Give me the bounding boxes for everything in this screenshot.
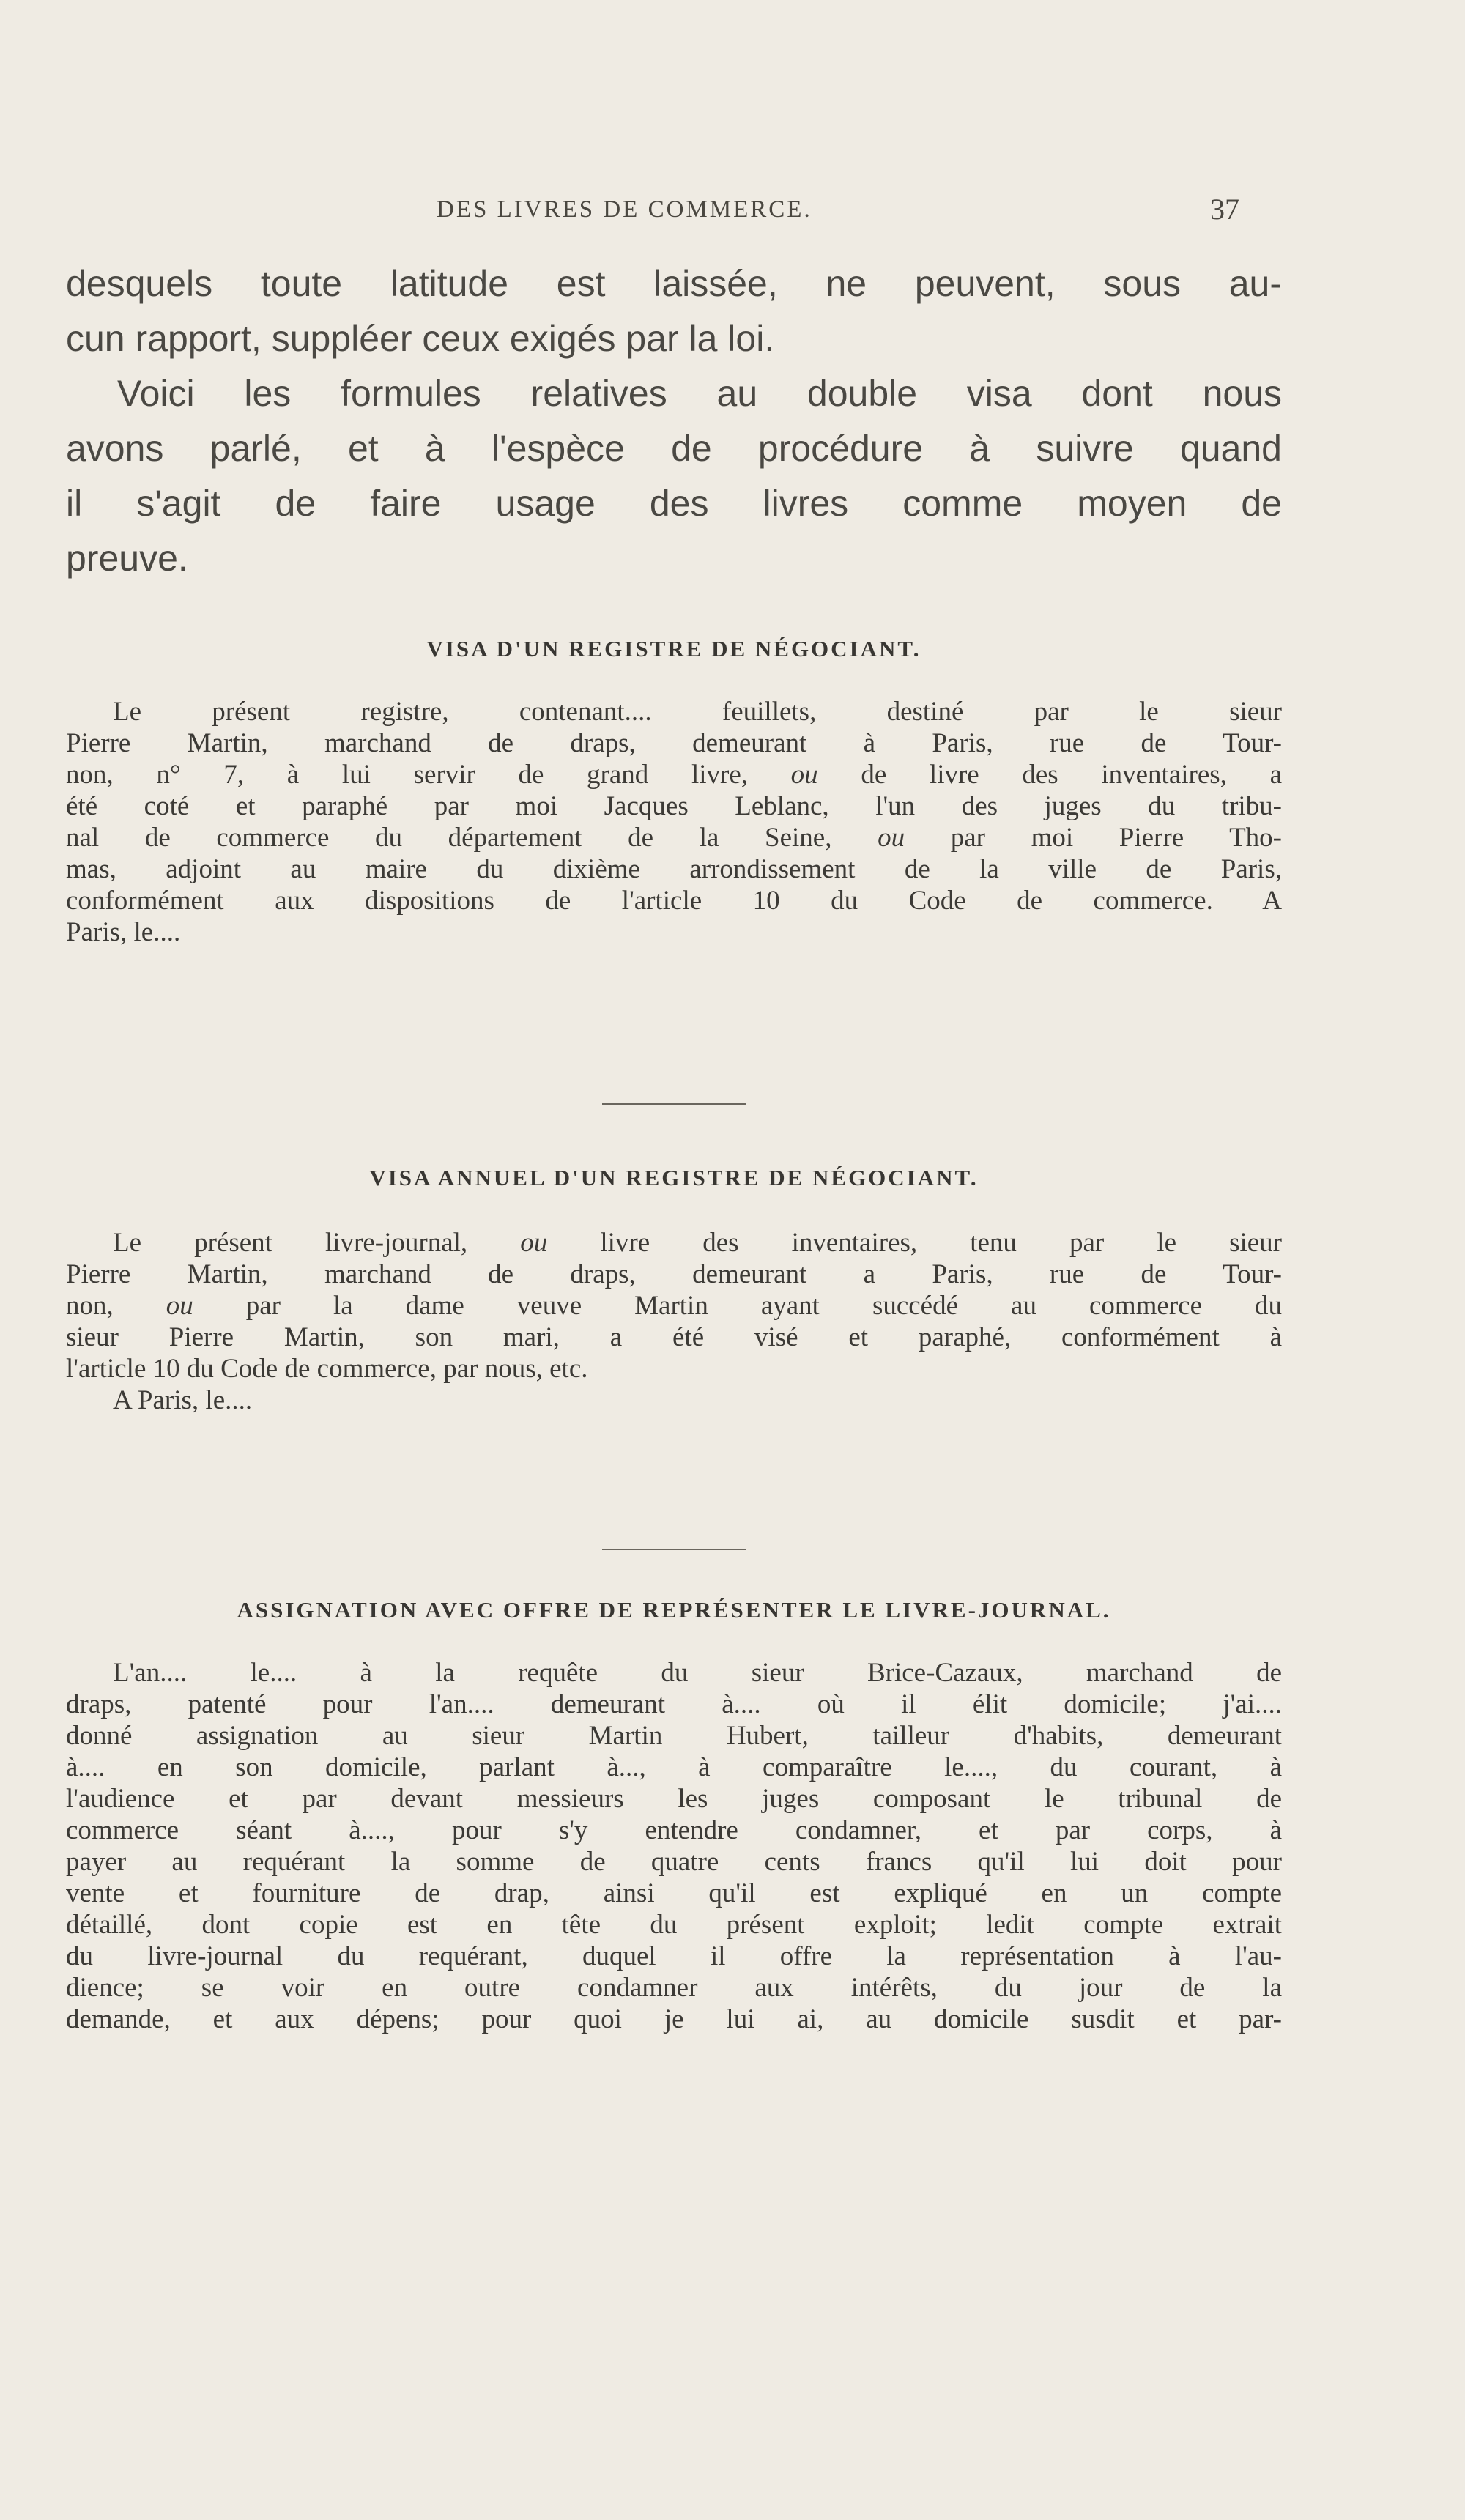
intro-line: Voici les formules relatives au double visa dont nous (117, 373, 1282, 414)
body-line: non, n° 7, à lui servir de grand livre, ou de livre des inventaires, a (66, 760, 1283, 790)
section-heading: VISA D'UN REGISTRE DE NÉGOCIANT. (426, 636, 921, 662)
section-visa-registre (66, 636, 1282, 662)
body-line: l'audience et par devant messieurs les juges composant le tribunal de (66, 1784, 1282, 1814)
body-line: non, ou par la dame veuve Martin ayant succédé au commerce du (66, 1291, 1283, 1321)
running-head (0, 192, 1465, 236)
body-line: commerce séant à...., pour s'y entendre condamner, et par corps, à (66, 1815, 1282, 1845)
section-visa-annuel-body (66, 1227, 1282, 1416)
intro-line: avons parlé, et à l'espèce de procédure à suivre quand (66, 428, 1282, 469)
body-line: du livre-journal du requérant, duquel il offre la représentation à l'au- (66, 1941, 1282, 1971)
body-line: nal de commerce du département de la Seine, ou par moi Pierre Tho- (66, 823, 1283, 853)
body-line: L'an.... le.... à la requête du sieur Brice-Cazaux, marchand de (113, 1658, 1282, 1688)
section-body (66, 696, 1282, 948)
section-body (66, 1227, 1282, 1416)
body-line: à.... en son domicile, parlant à..., à comparaître le...., du courant, à (66, 1752, 1282, 1782)
section-divider (66, 1549, 1282, 1550)
body-line: sieur Pierre Martin, son mari, a été visé et paraphé, conformément à (66, 1322, 1282, 1352)
intro-text (66, 256, 1282, 586)
section-assignation-body (66, 1657, 1282, 2035)
body-line: Le présent registre, contenant.... feuillets, destiné par le sieur (113, 697, 1282, 727)
body-line: détaillé, dont copie est en tête du présent exploit; ledit compte extrait (66, 1910, 1282, 1940)
intro-line: preuve. (66, 538, 188, 579)
section-heading: VISA ANNUEL D'UN REGISTRE DE NÉGOCIANT. (369, 1165, 979, 1190)
section-visa-annuel (66, 1165, 1282, 1191)
section-heading: ASSIGNATION AVEC OFFRE DE REPRÉSENTER LE LIVRE-JOURNAL. (237, 1597, 1111, 1623)
section-body (66, 1657, 1282, 2035)
body-line: l'article 10 du Code de commerce, par nous, etc. (66, 1354, 588, 1384)
body-line: dience; se voir en outre condamner aux intérêts, du jour de la (66, 1973, 1282, 2003)
section-divider (66, 1103, 1282, 1105)
body-line: conformément aux dispositions de l'article 10 du Code de commerce. A (66, 886, 1282, 916)
body-line: payer au requérant la somme de quatre cents francs qu'il lui doit pour (66, 1847, 1282, 1877)
intro-paragraph (66, 256, 1282, 586)
intro-line: il s'agit de faire usage des livres comme moyen de (66, 483, 1282, 524)
body-line: A Paris, le.... (113, 1385, 253, 1415)
section-visa-registre-body (66, 696, 1282, 948)
body-line: Paris, le.... (66, 917, 181, 947)
section-assignation (66, 1597, 1282, 1623)
body-line: Pierre Martin, marchand de draps, demeurant à Paris, rue de Tour- (66, 728, 1282, 758)
running-title: DES LIVRES DE COMMERCE. (437, 196, 812, 223)
body-line: Le présent livre-journal, ou livre des inventaires, tenu par le sieur (113, 1228, 1282, 1258)
body-line: vente et fourniture de drap, ainsi qu'il est expliqué en un compte (66, 1878, 1282, 1908)
body-line: demande, et aux dépens; pour quoi je lui ai, au domicile susdit et par- (66, 2004, 1282, 2034)
body-line: draps, patenté pour l'an.... demeurant à.... où il élit domicile; j'ai.... (66, 1689, 1282, 1719)
body-line: Pierre Martin, marchand de draps, demeurant a Paris, rue de Tour- (66, 1259, 1282, 1289)
divider-rule (602, 1103, 746, 1105)
body-line: été coté et paraphé par moi Jacques Leblanc, l'un des juges du tribu- (66, 791, 1282, 821)
body-line: donné assignation au sieur Martin Hubert, tailleur d'habits, demeurant (66, 1721, 1282, 1751)
page-number: 37 (1210, 193, 1239, 226)
intro-line: desquels toute latitude est laissée, ne peuvent, sous au- (66, 263, 1282, 304)
divider-rule (602, 1549, 746, 1550)
intro-line: cun rapport, suppléer ceux exigés par la loi. (66, 318, 775, 359)
body-line: mas, adjoint au maire du dixième arrondissement de la ville de Paris, (66, 854, 1282, 884)
